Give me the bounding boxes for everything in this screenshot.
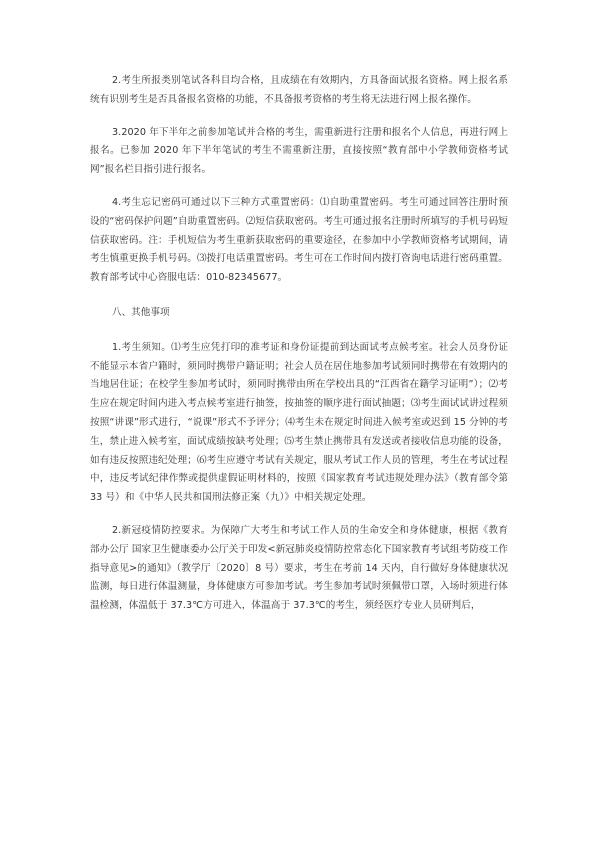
paragraph-password-reset: 4.考生忘记密码可通过以下三种方式重置密码：⑴自助重置密码。考生可通过回答注册时预设的“密码保护问题”自助重置密码。⑵短信获取密码。考生可通过报名注册时所填写的手机号码短信获取密码。注：手机短信为考生重新获取密码的重要途径，在参加中小学教师资格考试期间，请考生慎重更换手机号码。⑶拨打电话重置密码。考生可在工作时间内拨打咨询电话进行密码重置。教育部考试中心咨服电话：010-82345677。 [90, 196, 508, 284]
paragraph-qualification: 2.考生所报类别笔试各科目均合格，且成绩在有效期内，方具备面试报名资格。网上报名系统有识别考生是否具备报名资格的功能，不具备报考资格的考生将无法进行网上报名操作。 [90, 75, 508, 105]
document-body [90, 72, 508, 630]
paragraph-registration: 3.2020 年下半年之前参加笔试并合格的考生，需重新进行注册和报名个人信息，再进行网上报名。已参加 2020 年下半年笔试的考生不需重新注册，直接按照“教育部中小学教师资格考试网”报名栏目指引进行报名。 [90, 126, 508, 176]
paragraph-candidate-notice: 1.考生须知。⑴考生应凭打印的准考证和身份证提前到达面试考点候考室。社会人员身份证不能显示本省户籍时，须同时携带户籍证明；社会人员在居住地参加考试须同时携带在有效期内的当地居住证；在校学生参加考试时，须同时携带由所在学校出具的“江西省在籍学习证明”）；⑵考生应在规定时间内进入考点候考室进行抽签，按抽签的顺序进行面试抽题；⑶考生面试试讲过程须按照“讲课”形式进行，“说课”形式不予评分；⑷考生未在规定时间进入候考室或迟到 15 分钟的考生，禁止进入候考室，面试成绩按缺考处理；⑸考生禁止携带具有发送或者接收信息功能的设备，如有违反按照违纪处理；⑹考生应遵守考试有关规定，服从考试工作人员的管理，考生在考试过程中，违反考试纪律作弊或提供虚假证明材料的，按照《国家教育考试违规处理办法》（教育部令第 33 号）和《中华人民共和国刑法修正案（九）》中相关规定处理。 [90, 341, 508, 504]
paragraph-covid-requirements: 2.新冠疫情防控要求。为保障广大考生和考试工作人员的生命安全和身体健康，根据《教育部办公厅 国家卫生健康委办公厅关于印发<新冠肺炎疫情防控常态化下国家教育考试组考防疫工作指导意见>的通知》（教学厅〔2020〕8 号）要求，考生在考前 14 天内，自行做好身体健康状况监测，每日进行体温测量，身体健康方可参加考试。考生参加考试时须佩带口罩，入场时须进行体温检测，体温低于 37.3℃方可进入，体温高于 37.3℃的考生，须经医疗专业人员研判后， [90, 524, 508, 612]
section-heading-other-matters: 八、其他事项 [112, 306, 170, 318]
